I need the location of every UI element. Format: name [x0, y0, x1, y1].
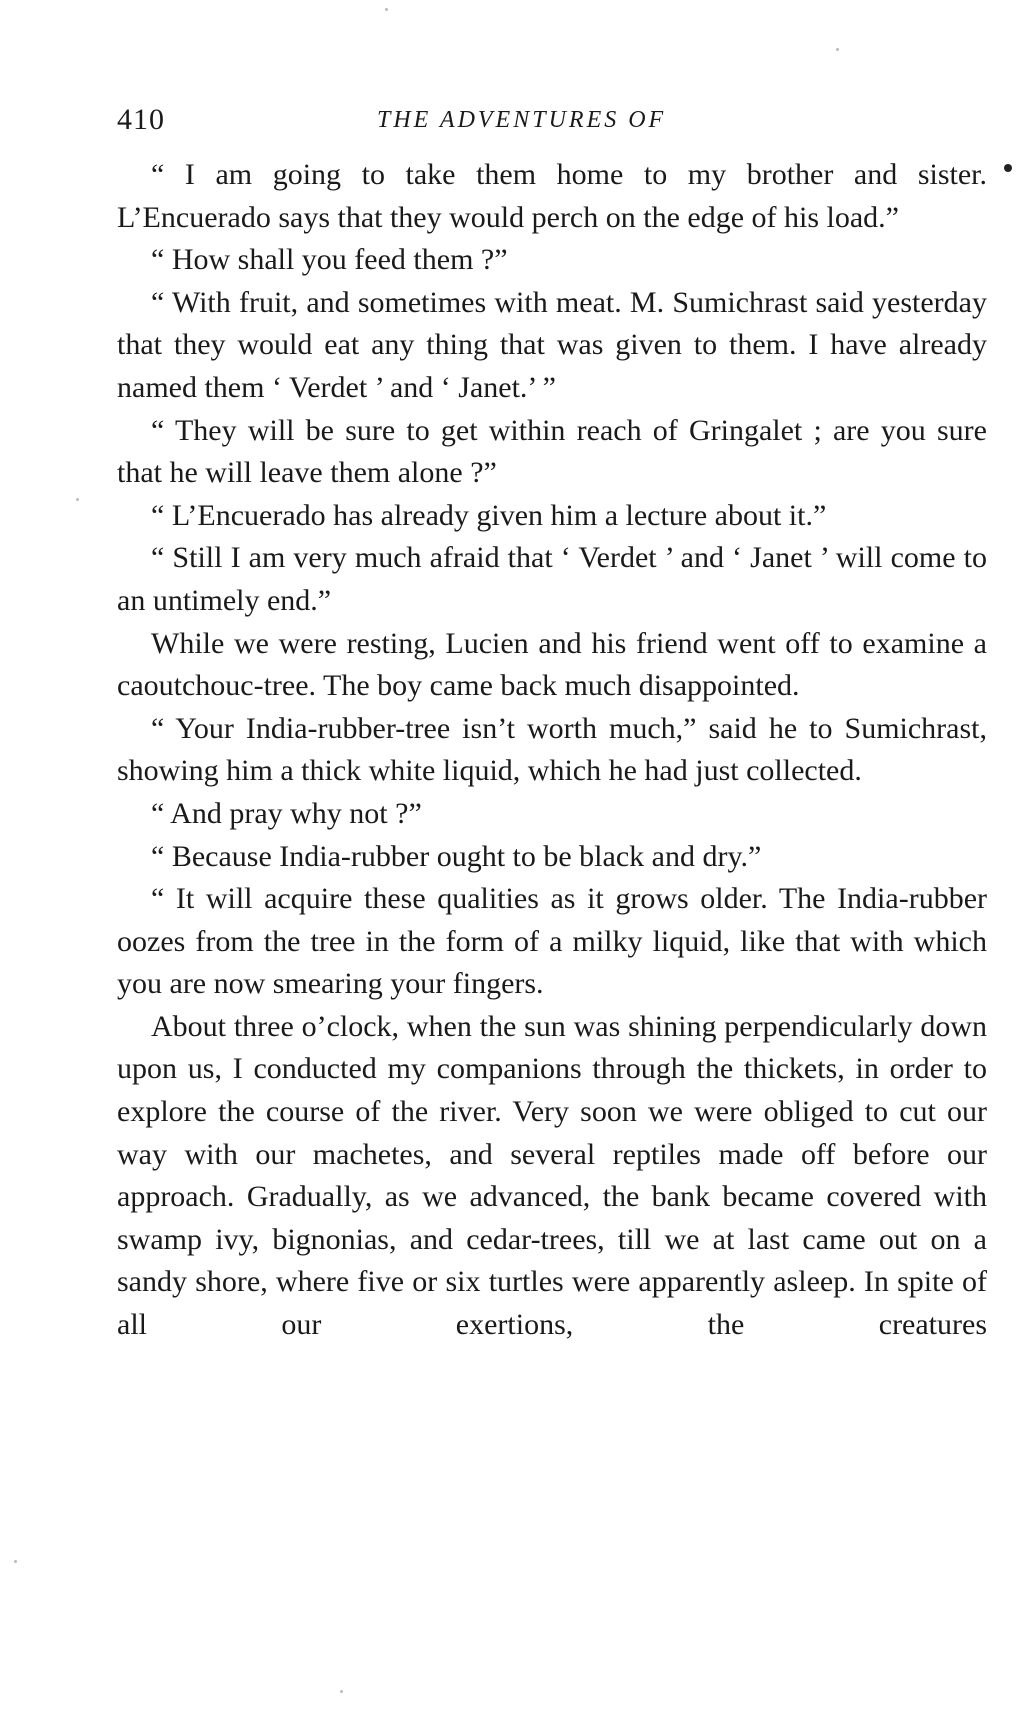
running-head: THE ADVENTURES OF	[377, 107, 667, 133]
paragraph: About three o’clock, when the sun was shining perpendicularly down upon us, I conducted my companions through the thickets, in order to explore the course of the river. Very soon we were obliged to cut our way with our machetes, and several reptiles made off before our approach. Gradually, as we advanced, the bank became covered with swamp ivy, bignonias, and cedar-trees, till we at last came out on a sandy shore, where five or six turtles were apparently asleep. In spite of all our exertions, the creatures	[117, 1009, 987, 1342]
paper-speck	[14, 1560, 17, 1563]
paper-speck	[340, 1690, 343, 1693]
margin-ink-mark	[1002, 162, 1013, 173]
paragraph: “ Your India-rubber-tree isn’t worth much,” said he to Sumichrast, showing him a thick white liquid, which he had just collected.	[117, 711, 987, 788]
paragraph: “ Still I am very much afraid that ‘ Verdet ’ and ‘ Janet ’ will come to an untimely end.”	[117, 541, 987, 617]
paper-speck	[836, 48, 839, 51]
paragraph: “ And pray why not ?”	[151, 796, 422, 830]
page-header	[117, 100, 989, 140]
paragraph: “ L’Encuerado has already given him a lecture about it.”	[151, 498, 827, 532]
page-number: 410	[117, 103, 165, 136]
paragraph: “ With fruit, and sometimes with meat. M. Sumichrast said yesterday that they would eat any thing that was given to them. I have already named them ‘ Verdet ’ and ‘ Janet.’ ”	[117, 285, 987, 404]
paragraph: “ Because India-rubber ought to be black and dry.”	[151, 839, 762, 873]
paper-speck	[385, 8, 388, 11]
paragraph: “ It will acquire these qualities as it grows older. The India-rubber oozes from the tree in the form of a milky liquid, like that with which you are now smearing your fingers.	[117, 882, 987, 1001]
paragraph: “ They will be sure to get within reach of Gringalet ; are you sure that he will leave them alone ?”	[117, 413, 987, 490]
body-text	[117, 154, 987, 1347]
paragraph: “ I am going to take them home to my brother and sister. L’Encuerado says that they would perch on the edge of his load.”	[117, 158, 987, 234]
paragraph: While we were resting, Lucien and his friend went off to examine a caoutchouc-tree. The boy came back much disappointed.	[117, 626, 987, 703]
paragraph: “ How shall you feed them ?”	[151, 243, 508, 277]
paper-speck	[76, 498, 79, 501]
